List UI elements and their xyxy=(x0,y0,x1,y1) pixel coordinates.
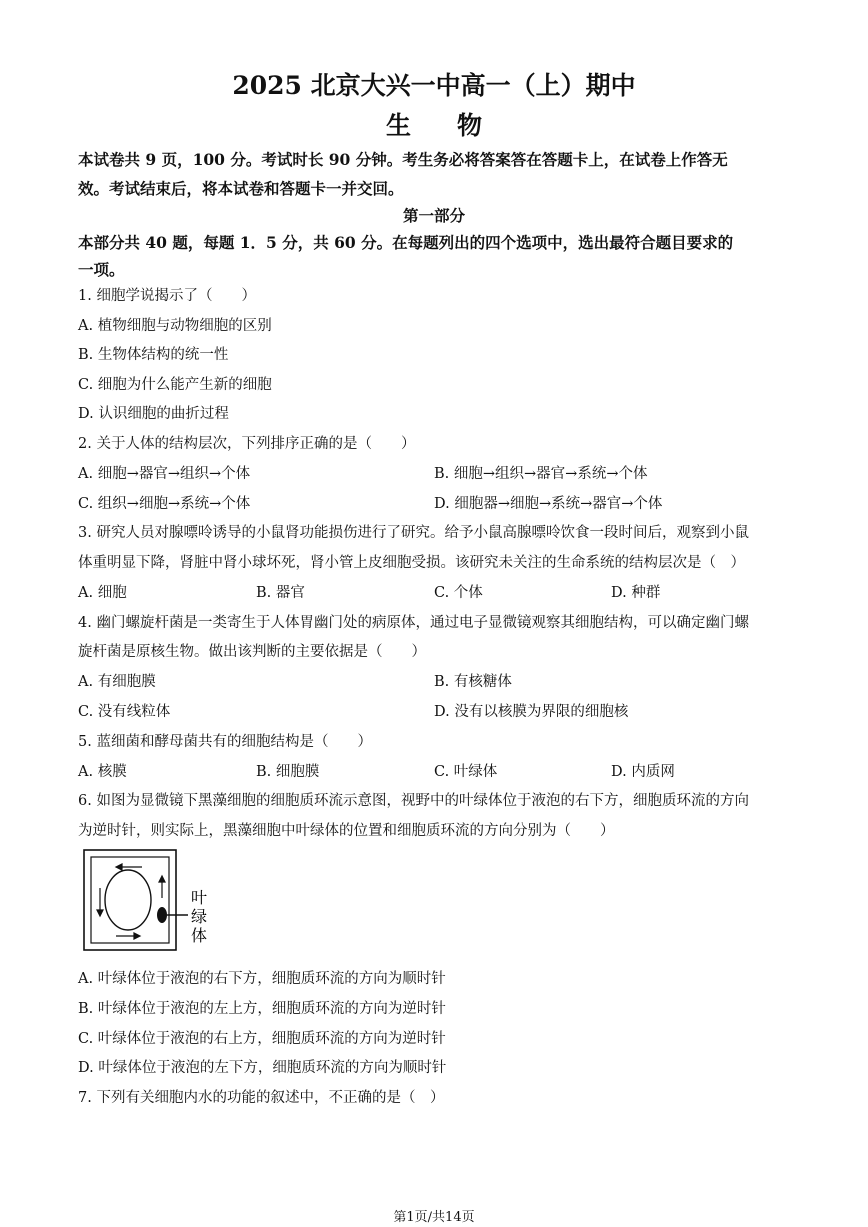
question-6-option-a: A. 叶绿体位于液泡的右下方，细胞质环流的方向为顺时针 xyxy=(78,971,446,987)
question-5-option-d: D. 内质网 xyxy=(611,764,675,780)
question-6-stem-line-1: 6. 如图为显微镜下黑藻细胞的细胞质环流示意图，视野中的叶绿体位于液泡的右下方，细胞质环流的方向 xyxy=(78,793,749,809)
question-3-stem-line-1: 3. 研究人员对腺嘌呤诱导的小鼠肾功能损伤进行了研究。给予小鼠高腺嘌呤饮食一段时间后，观察到小鼠 xyxy=(78,525,749,541)
part-heading: 第一部分 xyxy=(402,206,465,225)
question-3-option-a: A. 细胞 xyxy=(78,585,127,601)
question-4-stem-line-1: 4. 幽门螺旋杆菌是一类寄生于人体胃幽门处的病原体，通过电子显微镜观察其细胞结构，可以确定幽门螺 xyxy=(78,615,749,631)
question-7-stem: 7. 下列有关细胞内水的功能的叙述中，不正确的是（ ） xyxy=(78,1090,445,1106)
figure-label-char-3: 体 xyxy=(191,926,208,945)
question-4-option-a: A. 有细胞膜 xyxy=(78,674,156,690)
figure-label-char-2: 绿 xyxy=(191,907,208,926)
question-4-stem-line-2: 旋杆菌是原核生物。做出该判断的主要依据是（ ） xyxy=(78,644,426,660)
arrow-left-head xyxy=(97,910,103,916)
question-3-option-b: B. 器官 xyxy=(256,585,305,601)
part-description-line-1: 本部分共 40 题，每题 1．5 分，共 60 分。在每题列出的四个选项中，选出最符合题目要求的 xyxy=(78,233,734,252)
question-6-option-b: B. 叶绿体位于液泡的左上方，细胞质环流的方向为逆时针 xyxy=(78,1001,446,1017)
question-1-option-b: B. 生物体结构的统一性 xyxy=(78,347,229,363)
question-3-stem-line-2: 体重明显下降，肾脏中肾小球坏死，肾小管上皮细胞受损。该研究未关注的生命系统的结构层次是（ ） xyxy=(78,555,745,571)
question-2-option-a: A. 细胞→器官→组织→个体 xyxy=(78,466,251,482)
vacuole xyxy=(105,870,151,930)
figure-label-char-1: 叶 xyxy=(191,888,208,907)
question-1-stem: 1. 细胞学说揭示了（ ） xyxy=(78,288,256,304)
question-6-option-d: D. 叶绿体位于液泡的左下方，细胞质环流的方向为顺时针 xyxy=(78,1060,447,1076)
question-3-option-c: C. 个体 xyxy=(434,585,483,601)
question-5-option-a: A. 核膜 xyxy=(78,764,127,780)
question-1-option-c: C. 细胞为什么能产生新的细胞 xyxy=(78,377,272,393)
question-2-stem: 2. 关于人体的结构层次，下列排序正确的是（ ） xyxy=(78,436,416,452)
question-5-stem: 5. 蓝细菌和酵母菌共有的细胞结构是（ ） xyxy=(78,734,372,750)
question-2-option-d: D. 细胞器→细胞→系统→器官→个体 xyxy=(434,496,663,512)
arrow-right-head xyxy=(159,876,165,882)
question-2-option-c: C. 组织→细胞→系统→个体 xyxy=(78,496,251,512)
question-4-option-b: B. 有核糖体 xyxy=(434,674,512,690)
question-3-option-d: D. 种群 xyxy=(611,585,661,601)
question-1-option-d: D. 认识细胞的曲折过程 xyxy=(78,406,229,422)
chloroplast xyxy=(157,907,167,923)
question-1-option-a: A. 植物细胞与动物细胞的区别 xyxy=(78,318,272,334)
instructions-line-1: 本试卷共 9 页，100 分。考试时长 90 分钟。考生务必将答案答在答题卡上，在试卷上作答无 xyxy=(78,150,728,169)
question-4-option-c: C. 没有线粒体 xyxy=(78,704,171,720)
question-6-stem-line-2: 为逆时针，则实际上，黑藻细胞中叶绿体的位置和细胞质环流的方向分别为（ ） xyxy=(78,823,615,839)
cell-wall-outer xyxy=(84,850,176,950)
question-2-option-b: B. 细胞→组织→器官→系统→个体 xyxy=(434,466,648,482)
page-number: 第1页/共14页 xyxy=(393,1210,475,1225)
exam-title: 2025 北京大兴一中高一（上）期中 xyxy=(232,71,636,100)
arrow-bottom-head xyxy=(134,933,140,939)
streaming-arrows xyxy=(97,864,165,939)
question-5-option-c: C. 叶绿体 xyxy=(434,764,498,780)
arrow-top-head xyxy=(116,864,122,870)
question-6-option-c: C. 叶绿体位于液泡的右上方，细胞质环流的方向为逆时针 xyxy=(78,1031,446,1047)
instructions-line-2: 效。考试结束后，将本试卷和答题卡一并交回。 xyxy=(78,179,404,198)
cell-cytoplasm-streaming-diagram xyxy=(80,848,220,954)
part-description-line-2: 一项。 xyxy=(78,260,125,279)
question-5-option-b: B. 细胞膜 xyxy=(256,764,320,780)
question-4-option-d: D. 没有以核膜为界限的细胞核 xyxy=(434,704,629,720)
subject-title: 生物 xyxy=(385,111,528,140)
